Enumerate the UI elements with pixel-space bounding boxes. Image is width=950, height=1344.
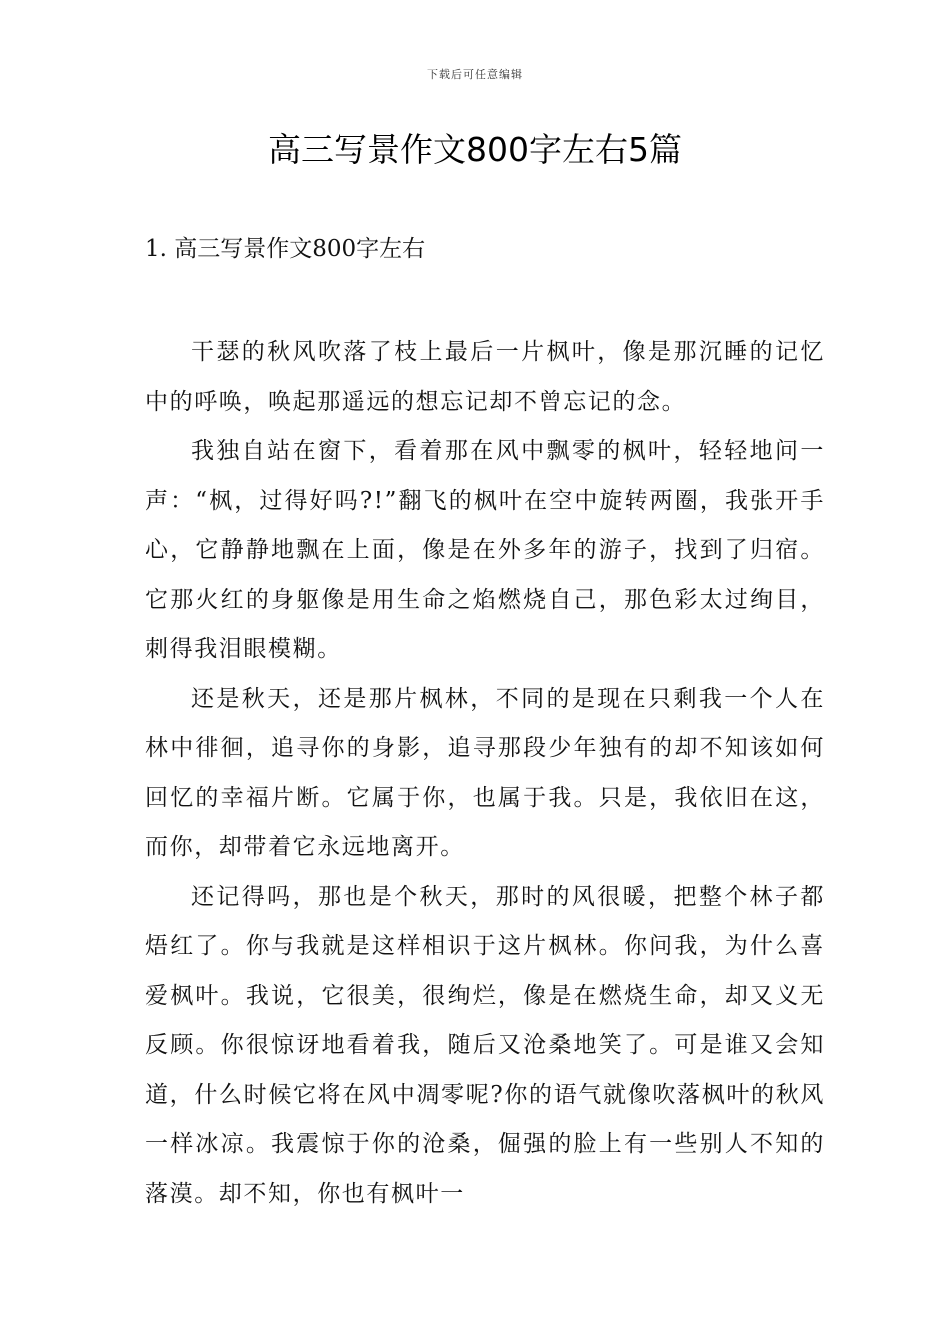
document-title: 高三写景作文800字左右5篇 [268,130,682,169]
header-note: 下载后可任意编辑 [427,68,523,81]
section-heading: 1. 高三写景作文800字左右 [145,236,426,262]
paragraph: 干瑟的秋风吹落了枝上最后一片枫叶，像是那沉睡的记忆中的呼唤，唤起那遥远的想忘记却不曾忘记的念。 [145,339,825,415]
document-body [145,328,825,1219]
paragraph: 我独自站在窗下，看着那在风中飘零的枫叶，轻轻地问一声：“枫，过得好吗?!”翻飞的枫叶在空中旋转两圈，我张开手心，它静静地飘在上面，像是在外多年的游子，找到了归宿。它那火红的身躯像是用生命之焰燃烧自己，那色彩太过绚目，刺得我泪眼模糊。 [145,438,825,662]
paragraph: 还记得吗，那也是个秋天，那时的风很暖，把整个林子都焐红了。你与我就是这样相识于这片枫林。你问我，为什么喜爱枫叶。我说，它很美，很绚烂，像是在燃烧生命，却又义无反顾。你很惊讶地看着我，随后又沧桑地笑了。可是谁又会知道，什么时候它将在风中凋零呢?你的语气就像吹落枫叶的秋风一样冰凉。我震惊于你的沧桑，倔强的脸上有一些别人不知的落漠。却不知，你也有枫叶一 [145,883,825,1207]
paragraph: 还是秋天，还是那片枫林，不同的是现在只剩我一个人在林中徘徊，追寻你的身影，追寻那段少年独有的却不知该如何回忆的幸福片断。它属于你，也属于我。只是，我依旧在这，而你，却带着它永远地离开。 [145,685,825,860]
